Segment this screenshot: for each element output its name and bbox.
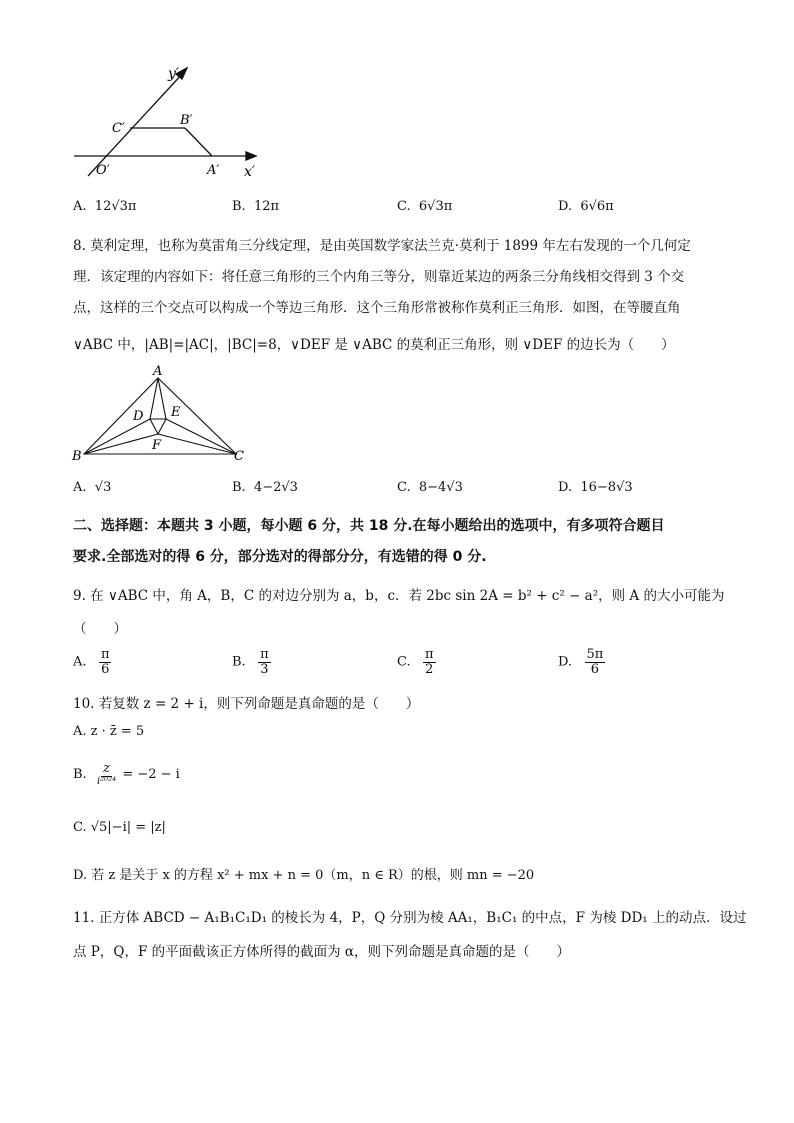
q8-option-c: C. 8−4√3: [397, 480, 463, 495]
label-E: E: [171, 405, 181, 420]
q9-line-1: 9. 在 ∨ABC 中，角 A，B，C 的对边分别为 a，b，c．若 2bc sin 2A = b² + c² − a²，则 A 的大小可能为: [73, 588, 725, 604]
label-y: y′: [168, 66, 180, 82]
q8-line-2: 理．该定理的内容如下：将任意三角形的三个内角三等分，则靠近某边的两条三分角线相交得到 3 个交: [73, 269, 685, 285]
section-2-heading-line-1: 二、选择题：本题共 3 小题，每小题 6 分，共 18 分.在每小题给出的选项中，有多项符合题目: [73, 518, 665, 534]
y-axis: [88, 72, 184, 176]
q9-option-d: D. $\frac{5\pi}{6}$: [558, 647, 604, 677]
trisector-c2: [158, 434, 236, 454]
q7-option-d: D. 6√6π: [558, 199, 614, 214]
label-D: D: [133, 409, 144, 424]
q7-option-a: A. 12√3π: [73, 199, 137, 214]
segment-BA: [185, 128, 212, 156]
label-F: F: [152, 438, 162, 453]
q8-line-1: 8. 莫利定理，也称为莫雷角三分线定理，是由英国数学家法兰克·莫利于 1899 年左右发现的一个几何定: [73, 238, 691, 254]
q10-stem: 10. 若复数 z = 2 + i，则下列命题是真命题的是（ ）: [73, 696, 420, 712]
q9-line-2: （ ）: [73, 621, 127, 637]
label-C: C: [234, 449, 244, 464]
trisector-c1: [166, 419, 236, 454]
q11-line-1: 11. 正方体 ABCD − A₁B₁C₁D₁ 的棱长为 4，P，Q 分别为棱 AA₁，B₁C₁ 的中点，F 为棱 DD₁ 上的动点．设过: [73, 910, 747, 926]
triangle-DEF: [150, 419, 166, 434]
label-O: O′: [96, 163, 110, 178]
q10-option-a: A. z · z̄ = 5: [73, 724, 145, 739]
q8-line-3: 点，这样的三个交点可以构成一个等边三角形．这个三角形常被称作莫利正三角形．如图，在等腰直角: [73, 300, 681, 316]
q8-line-4: ∨ABC 中，|AB|=|AC|，|BC|=8，∨DEF 是 ∨ABC 的莫利正三角形，则 ∨DEF 的边长为（ ）: [73, 337, 675, 353]
section-2-heading-line-2: 要求.全部选对的得 6 分，部分选对的得部分分，有选错的得 0 分.: [73, 549, 487, 565]
x-arrow-icon: [246, 152, 256, 160]
q7-option-b: B. 12π: [232, 199, 280, 214]
label-A: A′: [207, 163, 220, 178]
q11-line-2: 点 P，Q，F 的平面截该正方体所得的截面为 α，则下列命题是真命题的是（ ）: [73, 944, 571, 960]
q8-option-d: D. 16−8√3: [558, 480, 633, 495]
q8-option-a: A. √3: [73, 480, 112, 495]
trisector-b1: [84, 419, 150, 454]
trisector-b2: [84, 434, 158, 454]
q9-option-a: A. $\frac{\pi}{6}$: [73, 647, 110, 677]
q10-option-c: C. √5|−i| = |z|: [73, 820, 166, 835]
figure-oblique-axes: [60, 60, 280, 185]
q10-option-d: D. 若 z 是关于 x 的方程 x² + mx + n = 0（m，n ∈ R）的根，则 mn = −20: [73, 868, 535, 883]
label-C: C′: [112, 121, 125, 136]
label-A: A: [153, 364, 163, 379]
figure-morley-triangle: [70, 364, 260, 464]
q10-option-b: B. $\frac{z}{\text{i²⁰²⁴}}$ = −2 − i: [73, 761, 180, 787]
q8-option-b: B. 4−2√3: [232, 480, 298, 495]
label-B: B′: [180, 113, 193, 128]
trisector-a1: [150, 378, 158, 419]
label-x: x′: [244, 164, 256, 180]
q9-option-b: B. $\frac{\pi}{3}$: [232, 647, 269, 677]
label-B: B: [72, 449, 82, 464]
q9-option-c: C. $\frac{\pi}{2}$: [397, 647, 434, 677]
q7-option-c: C. 6√3π: [397, 199, 453, 214]
